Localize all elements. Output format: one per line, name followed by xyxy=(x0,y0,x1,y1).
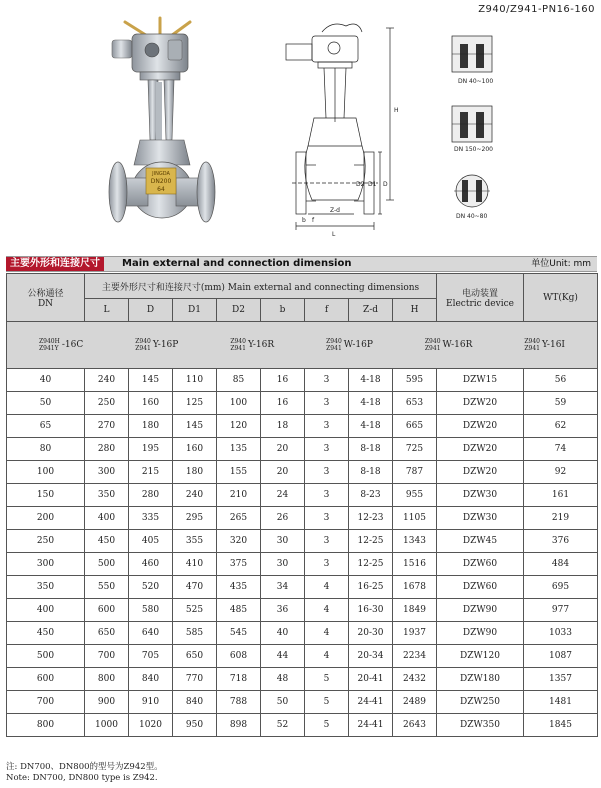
cell-dn: 40 xyxy=(7,369,85,392)
cell-zd: 8-23 xyxy=(349,484,393,507)
cell-l: 280 xyxy=(85,438,129,461)
cell-h: 2234 xyxy=(393,645,437,668)
unit-label: 单位Unit: mm xyxy=(531,259,591,269)
section-view-2-label: DN 150~200 xyxy=(454,146,493,153)
model-variant-3 xyxy=(230,338,274,352)
model-2-suffix: Y-16P xyxy=(152,340,179,350)
col-header-d2: D2 xyxy=(217,299,261,322)
model-3-top: Z940 xyxy=(230,338,246,345)
cell-zd: 4-18 xyxy=(349,392,393,415)
cell-zd: 8-18 xyxy=(349,461,393,484)
cell-d: 640 xyxy=(129,622,173,645)
footnote-cn: 注: DN700、DN800的型号为Z942型。 xyxy=(6,762,163,772)
col-header-l: L xyxy=(85,299,129,322)
table-row xyxy=(7,599,598,622)
cell-zd: 4-18 xyxy=(349,369,393,392)
cell-d: 705 xyxy=(129,645,173,668)
cell-b: 36 xyxy=(261,599,305,622)
cell-l: 700 xyxy=(85,645,129,668)
valve-photo xyxy=(109,18,215,222)
col-header-b: b xyxy=(261,299,305,322)
model-5-bottom: Z941 xyxy=(424,345,441,352)
cell-wt: 376 xyxy=(524,530,598,553)
cell-h: 1937 xyxy=(393,622,437,645)
dim-label-height: H xyxy=(394,107,399,114)
model-variant-5 xyxy=(425,338,473,352)
cell-zd: 12-23 xyxy=(349,507,393,530)
cell-b: 16 xyxy=(261,369,305,392)
cell-d1: 240 xyxy=(173,484,217,507)
cell-device: DZW250 xyxy=(437,691,524,714)
cell-d1: 410 xyxy=(173,553,217,576)
dim-label-b: b xyxy=(302,217,306,224)
table-body xyxy=(7,369,598,737)
cell-f: 4 xyxy=(305,645,349,668)
valve-figures xyxy=(0,0,601,248)
dim-label-d2: D2 xyxy=(356,181,365,188)
cell-l: 250 xyxy=(85,392,129,415)
cell-zd: 20-30 xyxy=(349,622,393,645)
header-dimensions-group: 主要外形尺寸和连接尺寸(mm) Main external and connecting dimensions xyxy=(85,274,437,299)
header-electric-device xyxy=(437,274,524,322)
cell-wt: 1087 xyxy=(524,645,598,668)
cell-device: DZW180 xyxy=(437,668,524,691)
table-row xyxy=(7,714,598,737)
header-electric-cn: 电动装置 xyxy=(461,289,498,299)
cell-h: 725 xyxy=(393,438,437,461)
cell-d2: 898 xyxy=(217,714,261,737)
dim-label-f: f xyxy=(312,217,315,224)
cell-h: 665 xyxy=(393,415,437,438)
cell-d1: 295 xyxy=(173,507,217,530)
cell-d2: 545 xyxy=(217,622,261,645)
cell-l: 500 xyxy=(85,553,129,576)
model-5-top: Z940 xyxy=(424,338,441,345)
cell-d: 580 xyxy=(129,599,173,622)
cell-h: 787 xyxy=(393,461,437,484)
cell-f: 3 xyxy=(305,484,349,507)
cell-device: DZW20 xyxy=(437,461,524,484)
cell-d: 195 xyxy=(129,438,173,461)
cell-b: 20 xyxy=(261,461,305,484)
model-row xyxy=(7,322,598,369)
cell-l: 650 xyxy=(85,622,129,645)
cell-h: 1105 xyxy=(393,507,437,530)
cell-device: DZW60 xyxy=(437,553,524,576)
table-row xyxy=(7,530,598,553)
cell-d2: 135 xyxy=(217,438,261,461)
cell-d: 280 xyxy=(129,484,173,507)
cell-d: 180 xyxy=(129,415,173,438)
table-row xyxy=(7,438,598,461)
table-row xyxy=(7,461,598,484)
cell-device: DZW30 xyxy=(437,507,524,530)
model-variant-6 xyxy=(524,338,565,352)
cell-d1: 470 xyxy=(173,576,217,599)
cell-f: 3 xyxy=(305,392,349,415)
cell-d2: 85 xyxy=(217,369,261,392)
cell-device: DZW60 xyxy=(437,576,524,599)
cell-d2: 718 xyxy=(217,668,261,691)
model-1-suffix: -16C xyxy=(61,340,84,350)
cell-l: 240 xyxy=(85,369,129,392)
cell-dn: 300 xyxy=(7,553,85,576)
model-4-bottom: Z941 xyxy=(326,345,342,352)
col-header-h: H xyxy=(393,299,437,322)
cell-d1: 585 xyxy=(173,622,217,645)
cell-d: 840 xyxy=(129,668,173,691)
cell-h: 1849 xyxy=(393,599,437,622)
cell-l: 550 xyxy=(85,576,129,599)
cell-b: 16 xyxy=(261,392,305,415)
cell-f: 5 xyxy=(305,691,349,714)
header-nominal-diameter xyxy=(7,274,85,322)
cell-d: 405 xyxy=(129,530,173,553)
cell-d: 215 xyxy=(129,461,173,484)
cell-f: 3 xyxy=(305,438,349,461)
table-row xyxy=(7,645,598,668)
table-row xyxy=(7,392,598,415)
section-title-cn: 主要外形和连接尺寸 xyxy=(6,257,104,271)
model-5-suffix: W-16R xyxy=(442,340,473,350)
cell-d1: 160 xyxy=(173,438,217,461)
table-row xyxy=(7,668,598,691)
dim-label-d1: D1 xyxy=(368,181,377,188)
cell-b: 52 xyxy=(261,714,305,737)
model-1-top: Z940H xyxy=(38,338,60,345)
cell-d1: 145 xyxy=(173,415,217,438)
col-header-zd: Z-d xyxy=(349,299,393,322)
cell-l: 450 xyxy=(85,530,129,553)
cell-d2: 100 xyxy=(217,392,261,415)
cell-d2: 375 xyxy=(217,553,261,576)
cell-device: DZW20 xyxy=(437,438,524,461)
cell-h: 2643 xyxy=(393,714,437,737)
section-view-1 xyxy=(452,36,493,85)
cell-wt: 62 xyxy=(524,415,598,438)
cell-b: 40 xyxy=(261,622,305,645)
cell-l: 800 xyxy=(85,668,129,691)
cell-zd: 12-25 xyxy=(349,553,393,576)
cell-zd: 20-34 xyxy=(349,645,393,668)
cell-dn: 600 xyxy=(7,668,85,691)
model-4-suffix: W-16P xyxy=(343,340,373,350)
cell-dn: 80 xyxy=(7,438,85,461)
cell-l: 350 xyxy=(85,484,129,507)
cell-wt: 219 xyxy=(524,507,598,530)
cell-dn: 250 xyxy=(7,530,85,553)
cell-d: 160 xyxy=(129,392,173,415)
dimension-table xyxy=(6,273,598,737)
cell-d2: 788 xyxy=(217,691,261,714)
section-view-3 xyxy=(454,175,490,220)
cell-d: 460 xyxy=(129,553,173,576)
cell-f: 4 xyxy=(305,599,349,622)
cell-d1: 355 xyxy=(173,530,217,553)
cell-device: DZW20 xyxy=(437,415,524,438)
cell-wt: 695 xyxy=(524,576,598,599)
cell-zd: 4-18 xyxy=(349,415,393,438)
cell-wt: 1845 xyxy=(524,714,598,737)
cell-wt: 59 xyxy=(524,392,598,415)
model-6-top: Z940 xyxy=(524,338,540,345)
cell-b: 48 xyxy=(261,668,305,691)
cell-b: 18 xyxy=(261,415,305,438)
cell-b: 20 xyxy=(261,438,305,461)
cell-device: DZW45 xyxy=(437,530,524,553)
footnote xyxy=(6,762,163,784)
cell-d: 520 xyxy=(129,576,173,599)
cell-d2: 435 xyxy=(217,576,261,599)
cell-h: 1343 xyxy=(393,530,437,553)
cell-dn: 150 xyxy=(7,484,85,507)
cell-f: 3 xyxy=(305,507,349,530)
cell-d2: 485 xyxy=(217,599,261,622)
dim-label-zd: Z-d xyxy=(330,207,340,214)
cell-dn: 700 xyxy=(7,691,85,714)
cell-d: 910 xyxy=(129,691,173,714)
cell-device: DZW30 xyxy=(437,484,524,507)
dim-label-d: D xyxy=(383,181,388,188)
cell-device: DZW90 xyxy=(437,599,524,622)
header-nominal-cn: 公称通径 xyxy=(27,289,64,299)
valve-drawing xyxy=(286,24,394,230)
cell-wt: 56 xyxy=(524,369,598,392)
cell-f: 3 xyxy=(305,461,349,484)
table-row xyxy=(7,484,598,507)
cell-f: 3 xyxy=(305,415,349,438)
cell-d2: 608 xyxy=(217,645,261,668)
section-heading-bar xyxy=(6,256,597,272)
cell-d1: 525 xyxy=(173,599,217,622)
cell-wt: 161 xyxy=(524,484,598,507)
cell-b: 44 xyxy=(261,645,305,668)
dim-label-l: L xyxy=(332,231,336,238)
cell-b: 30 xyxy=(261,530,305,553)
cell-d: 335 xyxy=(129,507,173,530)
table-row xyxy=(7,691,598,714)
model-variant-1 xyxy=(39,338,83,352)
model-6-bottom: Z941 xyxy=(524,345,540,352)
model-code: Z940/Z941-PN16-160 xyxy=(478,4,595,15)
header-nominal-en: DN xyxy=(37,299,54,309)
section-view-3-label: DN 40~80 xyxy=(456,213,488,220)
cell-d1: 110 xyxy=(173,369,217,392)
col-header-f: f xyxy=(305,299,349,322)
cell-l: 270 xyxy=(85,415,129,438)
cell-f: 4 xyxy=(305,576,349,599)
header-electric-en: Electric device xyxy=(446,299,514,309)
cell-b: 26 xyxy=(261,507,305,530)
cell-d1: 180 xyxy=(173,461,217,484)
cell-dn: 50 xyxy=(7,392,85,415)
cell-f: 3 xyxy=(305,553,349,576)
cell-wt: 977 xyxy=(524,599,598,622)
cell-device: DZW20 xyxy=(437,392,524,415)
footnote-en: Note: DN700, DN800 type is Z942. xyxy=(6,773,158,783)
cell-l: 1000 xyxy=(85,714,129,737)
cell-d2: 265 xyxy=(217,507,261,530)
cell-zd: 16-30 xyxy=(349,599,393,622)
section-title-en: Main external and connection dimension xyxy=(122,258,352,269)
model-6-suffix: Y-16I xyxy=(541,340,565,350)
cell-b: 30 xyxy=(261,553,305,576)
cell-d1: 770 xyxy=(173,668,217,691)
cell-wt: 1033 xyxy=(524,622,598,645)
cell-zd: 24-41 xyxy=(349,691,393,714)
cell-f: 5 xyxy=(305,714,349,737)
cell-device: DZW120 xyxy=(437,645,524,668)
plate-line-1: JINGDA xyxy=(152,171,170,177)
cell-dn: 65 xyxy=(7,415,85,438)
cell-wt: 484 xyxy=(524,553,598,576)
model-3-suffix: Y-16R xyxy=(247,340,275,350)
cell-wt: 1357 xyxy=(524,668,598,691)
cell-h: 955 xyxy=(393,484,437,507)
cell-f: 3 xyxy=(305,369,349,392)
cell-f: 5 xyxy=(305,668,349,691)
table-row xyxy=(7,507,598,530)
cell-dn: 400 xyxy=(7,599,85,622)
model-4-top: Z940 xyxy=(326,338,342,345)
section-view-1-label: DN 40~100 xyxy=(458,78,494,85)
cell-h: 1516 xyxy=(393,553,437,576)
cell-f: 3 xyxy=(305,530,349,553)
cell-zd: 24-41 xyxy=(349,714,393,737)
table-row xyxy=(7,553,598,576)
cell-device: DZW90 xyxy=(437,622,524,645)
cell-d: 145 xyxy=(129,369,173,392)
model-3-bottom: Z941 xyxy=(230,345,246,352)
header-weight: WT(Kg) xyxy=(524,274,598,322)
col-header-d1: D1 xyxy=(173,299,217,322)
cell-dn: 100 xyxy=(7,461,85,484)
plate-line-3: 64 xyxy=(157,186,165,193)
cell-f: 4 xyxy=(305,622,349,645)
section-view-2 xyxy=(452,106,493,153)
cell-d1: 840 xyxy=(173,691,217,714)
table-row xyxy=(7,369,598,392)
cell-zd: 12-25 xyxy=(349,530,393,553)
cell-l: 400 xyxy=(85,507,129,530)
cell-dn: 200 xyxy=(7,507,85,530)
model-variant-2 xyxy=(135,338,178,352)
cell-dn: 450 xyxy=(7,622,85,645)
cell-l: 300 xyxy=(85,461,129,484)
cell-device: DZW350 xyxy=(437,714,524,737)
cell-h: 2489 xyxy=(393,691,437,714)
cell-zd: 20-41 xyxy=(349,668,393,691)
model-2-bottom: Z941 xyxy=(135,345,151,352)
cell-wt: 74 xyxy=(524,438,598,461)
cell-zd: 16-25 xyxy=(349,576,393,599)
cell-d1: 650 xyxy=(173,645,217,668)
cell-h: 595 xyxy=(393,369,437,392)
cell-dn: 350 xyxy=(7,576,85,599)
cell-dn: 500 xyxy=(7,645,85,668)
table-row xyxy=(7,576,598,599)
cell-wt: 92 xyxy=(524,461,598,484)
cell-b: 50 xyxy=(261,691,305,714)
cell-h: 1678 xyxy=(393,576,437,599)
cell-l: 600 xyxy=(85,599,129,622)
cell-device: DZW15 xyxy=(437,369,524,392)
cell-b: 34 xyxy=(261,576,305,599)
cell-h: 653 xyxy=(393,392,437,415)
cell-d: 1020 xyxy=(129,714,173,737)
cell-l: 900 xyxy=(85,691,129,714)
cell-d1: 125 xyxy=(173,392,217,415)
plate-line-2: DN200 xyxy=(150,178,172,185)
cell-d2: 210 xyxy=(217,484,261,507)
model-1-bottom: Z941Y xyxy=(38,345,59,352)
cell-d2: 320 xyxy=(217,530,261,553)
cell-h: 2432 xyxy=(393,668,437,691)
cell-dn: 800 xyxy=(7,714,85,737)
cell-wt: 1481 xyxy=(524,691,598,714)
model-variant-4 xyxy=(326,338,373,352)
cell-d1: 950 xyxy=(173,714,217,737)
cell-zd: 8-18 xyxy=(349,438,393,461)
col-header-d: D xyxy=(129,299,173,322)
cell-b: 24 xyxy=(261,484,305,507)
table-row xyxy=(7,415,598,438)
model-2-top: Z940 xyxy=(135,338,151,345)
cell-d2: 155 xyxy=(217,461,261,484)
table-row xyxy=(7,622,598,645)
cell-d2: 120 xyxy=(217,415,261,438)
